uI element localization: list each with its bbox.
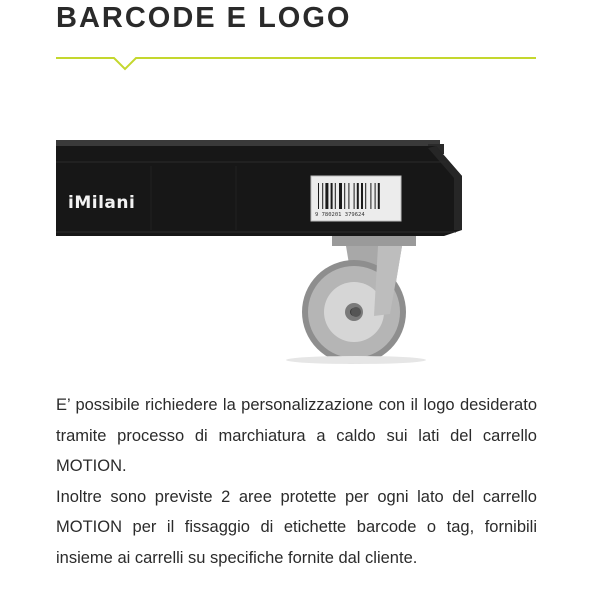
paragraph-barcode: Inoltre sono previste 2 aree protette per ogni lato del carrello MOTION per il fissaggio di etichette barcode o tag, fornibili insieme ai carrelli su specifiche fornite dal cliente.: [56, 487, 537, 567]
section-divider: [56, 52, 536, 76]
brand-logo: iMilani: [68, 193, 136, 213]
paragraph-logo: E’ possibile richiedere la personalizzazione con il logo desiderato tramite processo di marchiatura a caldo sui lati del carrello MOTION.: [56, 396, 537, 475]
barcode-number: 9 780201 379624: [315, 212, 365, 218]
page-title: BARCODE E LOGO: [56, 2, 352, 34]
caster-wheel: [286, 236, 426, 364]
barcode-icon: [318, 183, 380, 209]
description: [56, 390, 537, 573]
cart-product-photo: [56, 132, 470, 364]
barcode-label: [311, 176, 401, 221]
